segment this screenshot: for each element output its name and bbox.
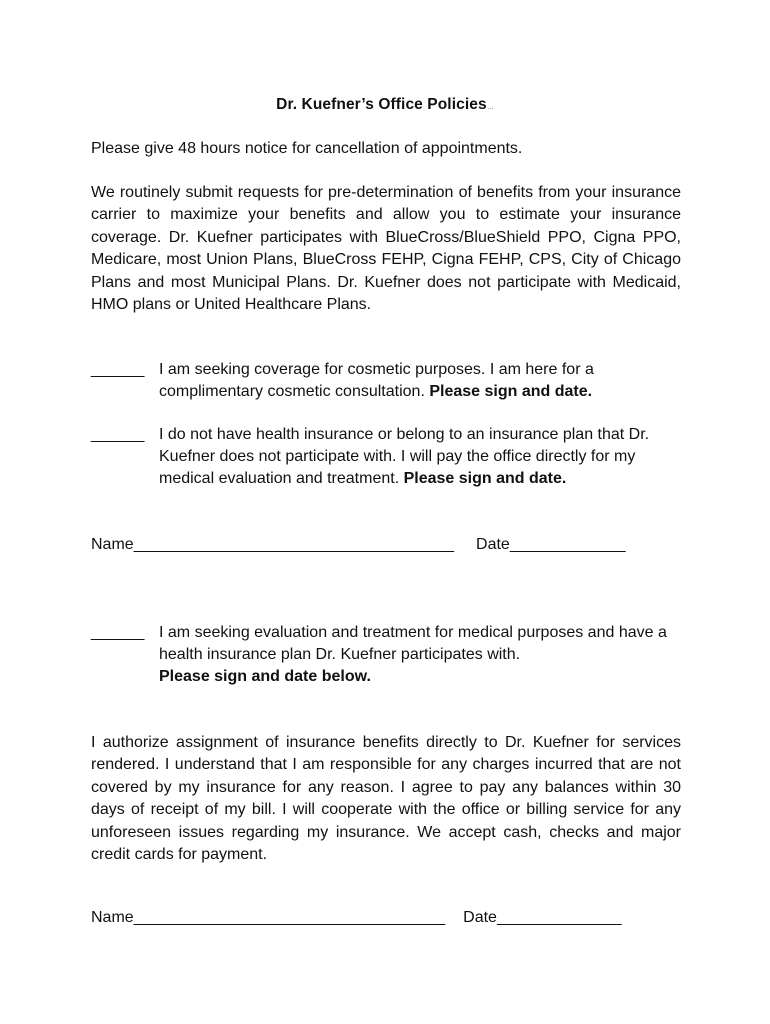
option-statement: I am seeking coverage for cosmetic purposes. I am here for a complimentary cosmetic consultation. [159, 361, 594, 400]
signature-line-2 [91, 907, 622, 929]
option-text [159, 359, 681, 403]
initial-blank[interactable]: ______ [91, 361, 145, 378]
page-title [0, 96, 770, 114]
date-label: Date [463, 909, 497, 926]
name-field[interactable]: ____________________________________ [133, 536, 455, 553]
name-label: Name [91, 909, 134, 926]
signature-line-1 [91, 534, 626, 556]
option-statement: I am seeking evaluation and treatment for medical purposes and have a health insurance plan Dr. Kuefner participates with. [159, 624, 667, 663]
title-text: Dr. Kuefner’s Office Policies [276, 96, 487, 113]
option-instruction: Please sign and date below. [159, 668, 371, 685]
option-instruction: Please sign and date. [403, 470, 567, 487]
option-text [159, 424, 681, 490]
insurance-paragraph: We routinely submit requests for pre-determination of benefits from your insurance carrier to maximize your benefits and allow you to estimate your insurance coverage. Dr. Kuefner participates with BlueCross/BlueShield PPO, Cigna PPO, Medicare, most Union Plans, BlueCross FEHP, Cigna FEHP, CPS, City of Chicago Plans and most Municipal Plans. Dr. Kuefner does not participate with Medicaid, HMO plans or United Healthcare Plans. [91, 184, 681, 314]
initial-blank[interactable]: ______ [91, 624, 145, 641]
date-field[interactable]: ______________ [496, 909, 622, 926]
option-statement: I do not have health insurance or belong to an insurance plan that Dr. Kuefner does not participate with. I will pay the office directly for my medical evaluation and treatment. [159, 426, 650, 487]
authorization-paragraph: I authorize assignment of insurance benefits directly to Dr. Kuefner for services rendered. I understand that I am responsible for any charges incurred that are not covered by my insurance for any reason. I agree to pay any balances within 30 days of receipt of my bill. I will cooperate with the office or billing service for any unforeseen issues regarding my insurance. We accept cash, checks and major credit cards for payment. [91, 734, 681, 864]
cancellation-notice: Please give 48 hours notice for cancellation of appointments. [91, 140, 523, 157]
date-label: Date [476, 536, 510, 553]
name-label: Name [91, 536, 134, 553]
title-mark: ... [487, 104, 494, 111]
date-field[interactable]: _____________ [509, 536, 626, 553]
name-field[interactable]: ___________________________________ [133, 909, 446, 926]
option-text [159, 622, 681, 688]
option-instruction: Please sign and date. [429, 383, 593, 400]
initial-blank[interactable]: ______ [91, 426, 145, 443]
